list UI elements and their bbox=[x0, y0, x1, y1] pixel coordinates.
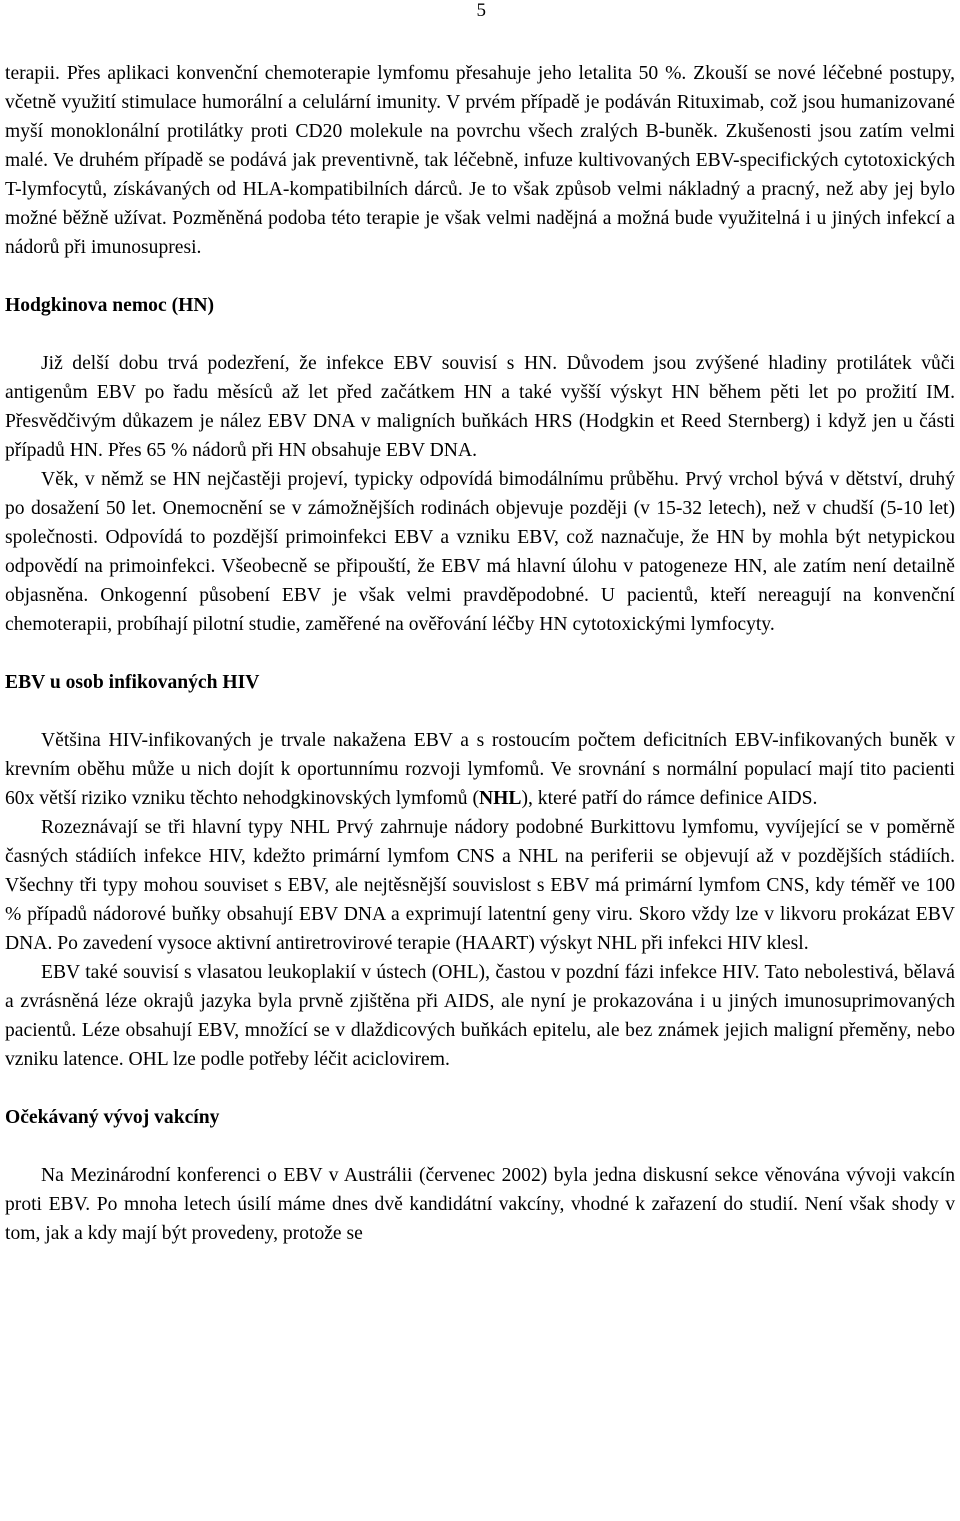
heading-hiv: EBV u osob infikovaných HIV bbox=[5, 672, 260, 693]
hiv-paragraph-2: Rozeznávají se tři hlavní typy NHL Prvý zahrnuje nádory podobné Burkittovu lymfomu, vyvíjející se v poměrně časných stádiích infekce HIV, kdežto primární lymfom CNS a NHL na periferii se objevují až v pozdějších stádiích. Všechny tři typy mohou souviset s EBV, ale nejtěsnější souvislost s EBV má primární lymfom CNS, kdy téměř ve 100 % případů nádorové buňky obsahují EBV DNA a exprimují latentní geny viru. Skoro vždy lze v likvoru prokázat EBV DNA. Po zavedení vysoce aktivní antiretrovirové terapie (HAART) výskyt NHL při infekci HIV klesl. bbox=[5, 817, 955, 954]
nhl-abbreviation: NHL bbox=[478, 788, 522, 809]
spacer bbox=[5, 1074, 955, 1103]
hiv-paragraph-1-text-a: Většina HIV-infikovaných je trvale nakažena EBV a s rostoucím počtem deficitních EBV-infikovaných buněk v krevním oběhu může u nich dojít k oportunnímu rozvoji lymfomů. Ve srovnání s normální populací mají tito pacienti 60x větší riziko vzniku těchto nehodgkinovských lymfomů ( bbox=[5, 730, 955, 809]
hn-paragraph-1: Již delší dobu trvá podezření, že infekce EBV souvisí s HN. Důvodem jsou zvýšené hladiny protilátek vůči antigenům EBV po řadu měsíců až let před začátkem HN a také vyšší výskyt HN během pěti let po prožití IM. Přesvědčivým důkazem je nález EBV DNA v maligních buňkách HRS (Hodgkin et Reed Sternberg) i když jen u části případů HN. Přes 65 % nádorů při HN obsahuje EBV DNA. bbox=[5, 353, 955, 461]
page-number: 5 bbox=[476, 0, 486, 21]
spacer bbox=[5, 1132, 955, 1161]
vaccine-paragraph-1: Na Mezinárodní konferenci o EBV v Austrálii (červenec 2002) byla jedna diskusní sekce věnována vývoji vakcín proti EBV. Po mnoha letech úsilí máme dnes dvě kandidátní vakcíny, vhodné k zařazení do studií. Není však shody v tom, jak a kdy mají být provedeny, protože se bbox=[5, 1165, 955, 1244]
hiv-paragraph-1-text-b: ), které patří do rámce definice AIDS. bbox=[521, 788, 818, 809]
hiv-paragraph-3: EBV také souvisí s vlasatou leukoplakií v ústech (OHL), častou v pozdní fázi infekce HIV. Tato nebolestivá, bělavá a zvrásněná léze okrajů jazyka byla prvně zjištěna při AIDS, ale nyní je prokazována i u jiných imunosuprimovaných pacientů. Léze obsahují EBV, množící se v dlaždicových buňkách epitelu, ale bez známek jejich maligní přeměny, nebo vzniku latence. OHL lze podle potřeby léčit aciclovirem. bbox=[5, 962, 955, 1070]
intro-paragraph: terapii. Přes aplikaci konvenční chemoterapie lymfomu přesahuje jeho letalita 50 %. Zkouší se nové léčebné postupy, včetně využití stimulace humorální a celulární imunity. V prvém případě je podáván Rituximab, což jsou humanizované myší monoklonální protilátky proti CD20 molekule na povrchu všech zralých B-buněk. Zkušenosti jsou zatím velmi malé. Ve druhém případě se podává jak preventivně, tak léčebně, infuze kultivovaných EBV-specifických cytotoxických T-lymfocytů, získávaných od HLA-kompatibilních dárců. Je to však způsob velmi nákladný a pracný, než aby jej bylo možné běžně užívat. Pozměněná podoba této terapie je však velmi nadějná a možná bude využitelná i u jiných infekcí a nádorů při imunosupresi. bbox=[5, 63, 955, 258]
document-body bbox=[5, 59, 955, 1248]
hiv-paragraph-1 bbox=[5, 726, 955, 813]
spacer bbox=[5, 639, 955, 668]
heading-hodgkin: Hodgkinova nemoc (HN) bbox=[5, 295, 215, 316]
hn-paragraph-2: Věk, v němž se HN nejčastěji projeví, typicky odpovídá bimodálnímu průběhu. Prvý vrchol bývá v dětství, druhý po dosažení 50 let. Onemocnění se v zámožnějších rodinách objevuje později (v 15-32 letech), než v chudší (5-10 let) společnosti. Odpovídá to pozdější primoinfekci EBV a vzniku EBV, což naznačuje, že HN by mohla být netypickou odpovědí na primoinfekci. Všeobecně se připouští, že EBV má hlavní úlohu v patogeneze HN, ale zatím není detailně objasněna. Onkogenní působení EBV je však velmi pravděpodobné. U pacientů, kteří nereagují na konvenční chemoterapii, probíhají pilotní studie, zaměřené na ověřování léčby HN cytotoxickými lymfocyty. bbox=[5, 469, 955, 635]
spacer bbox=[5, 697, 955, 726]
heading-vaccine: Očekávaný vývoj vakcíny bbox=[5, 1107, 220, 1128]
spacer bbox=[5, 262, 955, 291]
spacer bbox=[5, 320, 955, 349]
